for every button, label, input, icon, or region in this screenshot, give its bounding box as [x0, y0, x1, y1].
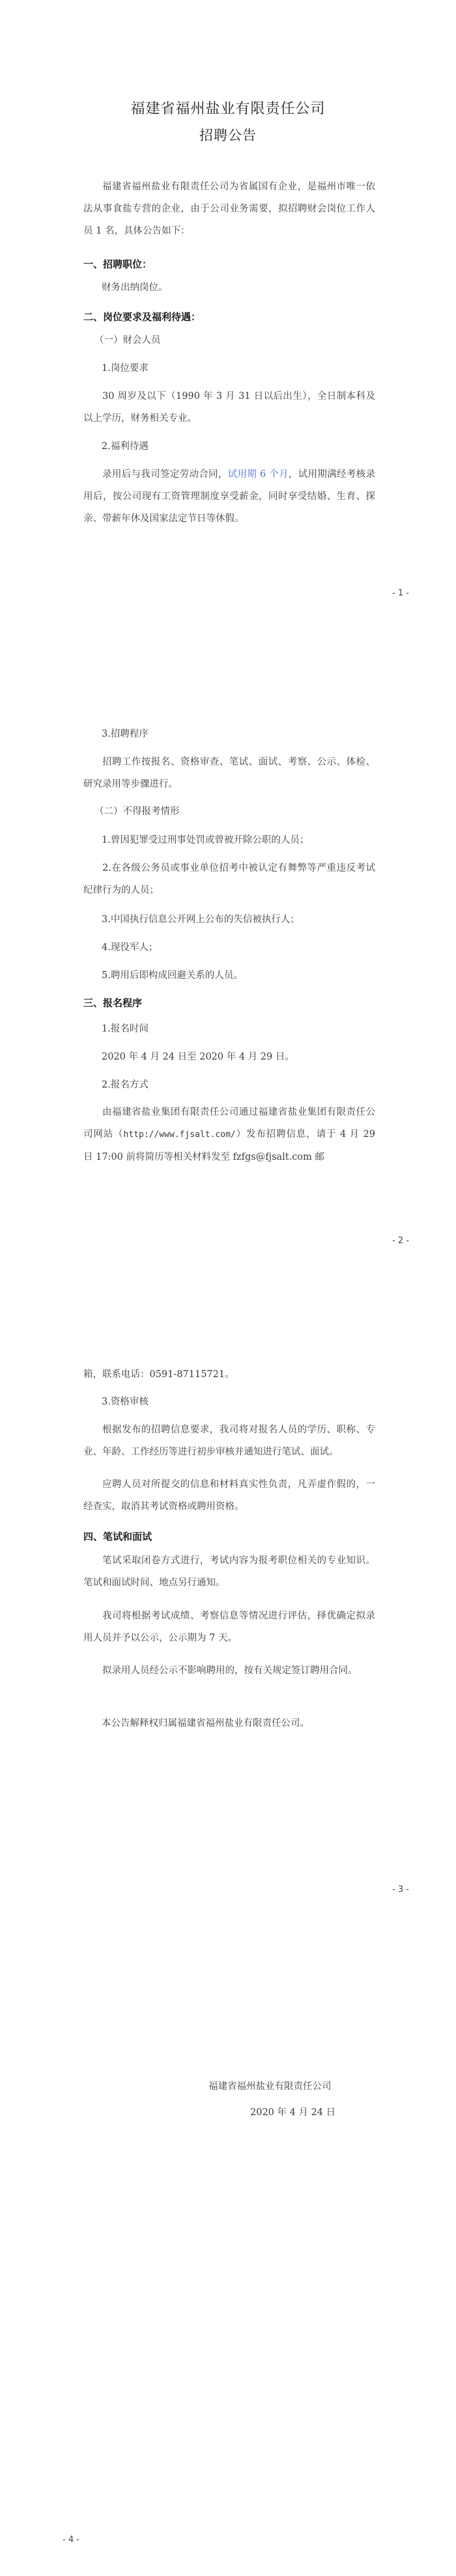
section-3-item-2-text — [83, 1101, 375, 1168]
section-3-item-1-text: 2020 年 4 月 24 日至 2020 年 4 月 29 日。 — [102, 1052, 294, 1062]
section-1-text: 财务出纳岗位。 — [102, 282, 168, 293]
exclusion-item-2: 2.在各级公务员或事业单位招考中被认定有舞弊等严重违反考试纪律行为的人员； — [83, 863, 375, 896]
section-2-item-2-text — [83, 463, 375, 530]
application-text-a: 由福建省盐业集团有限责任公司通过福建省盐业集团有限责任公司网站（ — [83, 1107, 375, 1140]
section-1-heading: 一、招聘职位： — [83, 258, 152, 270]
section-2-item-1: 1.岗位要求 — [102, 363, 149, 374]
section-3-item-3-text-2: 应聘人员对所提交的信息和材料真实性负责，凡弄虚作假的，一经查实，取消其考试资格或聘用资格。 — [83, 1479, 375, 1512]
section-2-sub-1: （一）财会人员 — [94, 335, 161, 346]
section-2-item-2: 2.福利待遇 — [102, 441, 149, 452]
signature-organization: 福建省福州盐业有限责任公司 — [208, 2081, 332, 2092]
section-4-heading: 四、笔试和面试 — [83, 1531, 152, 1542]
page-3 — [0, 1291, 456, 1936]
contact-line: 箱，联系电话：0591-87115721。 — [83, 1369, 235, 1380]
section-3-item-3-text: 根据发布的招聘信息要求，我司将对报名人员的学历、职称、专业、年龄、工作经历等进行初步审核并通知进行笔试、面试。 — [83, 1425, 375, 1457]
page-2 — [0, 647, 456, 1291]
section-2-sub-2: （二）不得报考情形 — [94, 806, 180, 817]
page-number-3: - 3 - — [392, 1885, 409, 1895]
page-1 — [0, 0, 456, 647]
probation-period-highlight: 试用期 6 个月 — [227, 469, 289, 480]
section-3-heading: 三、报名程序 — [83, 997, 143, 1009]
section-4-text-2: 我司将根据考试成绩、考察信息等情况进行评估，择优确定拟录用人员并予以公示，公示期为 7 天。 — [83, 1611, 375, 1643]
section-4-text-3: 拟录用人员经公示不影响聘用的，按有关规定签订聘用合同。 — [102, 1665, 358, 1676]
page-number-4: - 4 - — [63, 2535, 79, 2545]
benefits-text-a: 录用后与我司签定劳动合同， — [102, 469, 228, 480]
intro-paragraph: 福建省福州盐业有限责任公司为省属国有企业，是福州市唯一依法从事食盐专营的企业，由于公司业务需要，拟招聘财会岗位工作人员 1 名，具体公告如下： — [83, 182, 375, 236]
page-number-2: - 2 - — [392, 1236, 409, 1246]
doc-title-notice: 招聘公告 — [199, 128, 257, 143]
section-3-item-2: 2.报名方式 — [102, 1080, 149, 1090]
section-2-heading: 二、岗位要求及福利待遇： — [83, 311, 201, 323]
section-2-item-3-text: 招聘工作按报名、资格审查、笔试、面试、考察、公示、体检、研究录用等步骤进行。 — [83, 757, 375, 789]
exclusion-item-4: 4.现役军人； — [102, 942, 158, 953]
section-2-item-3: 3.招聘程序 — [102, 729, 149, 739]
doc-title-company: 福建省福州盐业有限责任公司 — [130, 101, 326, 117]
page-number-1: - 1 - — [392, 588, 409, 598]
section-3-item-3: 3.资格审核 — [102, 1397, 149, 1407]
benefits-text-b: ，试用期满经考核录用后，按公司现有工资管理制度享受薪金，同时享受结婚、生育、探亲、带薪年休及国家法定节日等休假。 — [83, 469, 376, 524]
exclusion-item-5: 5.聘用后即构成回避关系的人员。 — [102, 970, 243, 981]
page-4 — [0, 1936, 456, 2576]
exclusion-item-3: 3.中国执行信息公开网上公布的失信被执行人； — [102, 914, 300, 925]
section-2-item-1-text: 30 周岁及以下（1990 年 3 月 31 日以后出生），全日制本科及以上学历，财务相关专业。 — [83, 391, 375, 424]
section-4-text-1: 笔试采取闭卷方式进行，考试内容为报考职位相关的专业知识。笔试和面试时间、地点另行通知。 — [83, 1555, 375, 1588]
exclusion-item-1: 1.曾因犯罪受过刑事处罚或曾被开除公职的人员； — [102, 835, 309, 845]
section-4-text-4: 本公告解释权归属福建省福州盐业有限责任公司。 — [102, 1718, 309, 1729]
section-3-item-1: 1.报名时间 — [102, 1024, 149, 1034]
signature-date: 2020 年 4 月 24 日 — [250, 2107, 336, 2118]
application-text-b: ）发布招聘信息，请于 4 月 29 日 17:00 前将简历等相关材料发至 fzfgs@fjsalt.com 邮 — [83, 1129, 375, 1162]
website-link[interactable]: http://www.fjsalt.com/ — [123, 1130, 236, 1140]
